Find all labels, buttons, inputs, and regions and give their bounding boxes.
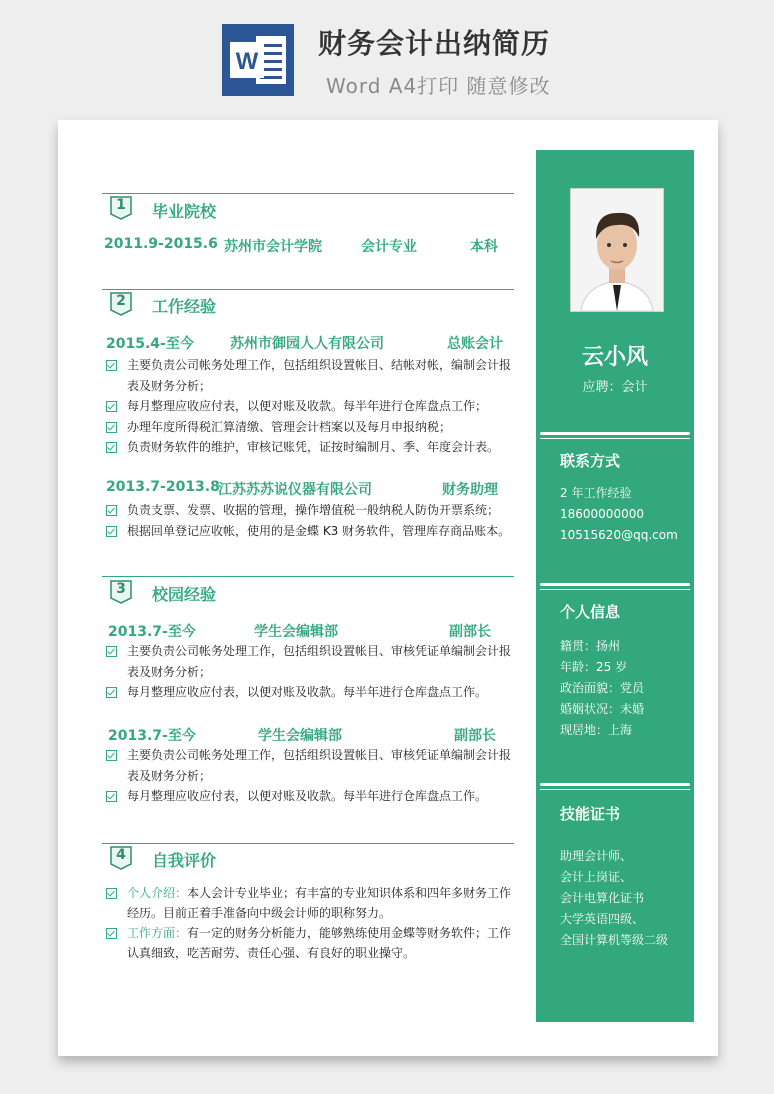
applied-position: 应聘：会计 (582, 380, 648, 395)
personal-item: 籍贯：扬州 (560, 639, 621, 653)
section-number-badge: 3 (110, 580, 132, 604)
word-logo-letter: W (235, 48, 259, 75)
divider (540, 589, 690, 590)
self-eval-list (106, 883, 520, 963)
job-period: 2015.4-至今 (106, 336, 194, 352)
skills-list (560, 846, 668, 951)
list-item (106, 883, 520, 923)
section-number-badge: 4 (110, 846, 132, 870)
personal-heading: 个人信息 (560, 603, 621, 621)
divider (540, 583, 690, 586)
campus-period: 2013.7-至今 (108, 728, 196, 744)
personal-item: 政治面貌：党员 (560, 681, 645, 695)
job-company: 苏州市御园人人有限公司 (230, 336, 384, 352)
list-item: 办理年度所得税汇算清缴、管理会计档案以及每月申报纳税； (106, 417, 518, 438)
profile-photo (570, 188, 664, 312)
section-rule (102, 576, 514, 577)
section-rule (102, 193, 514, 194)
self-eval-heading: 自我评价 (152, 851, 217, 870)
job-company: 江苏苏苏说仪器有限公司 (218, 482, 372, 498)
checkbox-icon (106, 888, 117, 899)
job-duties (106, 355, 518, 458)
checkbox-icon (106, 928, 117, 939)
job-role: 总账会计 (447, 336, 503, 352)
skill-item: 全国计算机等级二级 (560, 933, 669, 947)
checkbox-icon (106, 360, 117, 371)
campus-org: 学生会编辑部 (258, 728, 342, 744)
list-item: 负责支票、发票、收据的管理，操作增值税一般纳税人防伪开票系统； (106, 500, 518, 521)
word-icon (222, 24, 294, 96)
campus-period: 2013.7-至今 (108, 624, 196, 640)
list-item: 主要负责公司帐务处理工作，包括组织设置帐目、审核凭证单编制会计报表及财务分析； (106, 745, 514, 786)
campus-org: 学生会编辑部 (254, 624, 338, 640)
job-duties (106, 500, 518, 541)
checkbox-icon (106, 401, 117, 412)
checkbox-icon (106, 687, 117, 698)
page-title: 财务会计出纳简历 (318, 27, 551, 60)
campus-role: 副部长 (454, 728, 496, 744)
skill-item: 会计电算化证书 (560, 891, 645, 905)
contact-experience: 2 年工作经验 (560, 486, 632, 500)
resume-sidebar (536, 150, 694, 1022)
skill-item: 会计上岗证、 (560, 870, 633, 884)
checkbox-icon (106, 791, 117, 802)
section-rule (102, 289, 514, 290)
contact-phone: 18600000000 (560, 507, 644, 521)
checkbox-icon (106, 646, 117, 657)
checkbox-icon (106, 750, 117, 761)
contact-email: 10515620@qq.com (560, 528, 678, 542)
list-item: 每月整理应收应付表，以便对账及收款。每半年进行仓库盘点工作； (106, 396, 518, 417)
list-item: 主要负责公司帐务处理工作，包括组织设置帐目、审核凭证单编制会计报表及财务分析； (106, 641, 514, 682)
contact-list (560, 483, 678, 546)
section-number-badge: 2 (110, 292, 132, 316)
checkbox-icon (106, 505, 117, 516)
personal-item: 年龄：25 岁 (560, 660, 628, 674)
checkbox-icon (106, 442, 117, 453)
job-role: 财务助理 (442, 482, 498, 498)
candidate-name: 云小风 (581, 345, 648, 370)
list-item: 主要负责公司帐务处理工作，包括组织设置帐目、结帐对帐，编制会计报表及财务分析； (106, 355, 518, 396)
list-item: 根据回单登记应收帐，使用的是金蝶 K3 财务软件，管理库存商品账本。 (106, 521, 518, 542)
list-item: 每月整理应收应付表，以便对账及收款。每半年进行仓库盘点工作。 (106, 786, 514, 807)
divider (540, 789, 690, 790)
self-eval-label: 工作方面： (127, 926, 188, 940)
contact-heading: 联系方式 (560, 452, 621, 470)
list-item: 每月整理应收应付表，以便对账及收款。每半年进行仓库盘点工作。 (106, 682, 514, 703)
personal-list (560, 636, 644, 741)
education-degree: 本科 (470, 239, 498, 255)
education-major: 会计专业 (361, 239, 417, 255)
skill-item: 大学英语四级、 (560, 912, 645, 926)
work-heading: 工作经验 (152, 297, 217, 316)
personal-item: 婚姻状况：未婚 (560, 702, 645, 716)
job-period: 2013.7-2013.8 (106, 479, 220, 495)
education-heading: 毕业院校 (152, 202, 217, 221)
campus-duties (106, 745, 514, 807)
campus-role: 副部长 (449, 624, 491, 640)
campus-duties (106, 641, 514, 703)
checkbox-icon (106, 526, 117, 537)
self-eval-label: 个人介绍： (127, 886, 188, 900)
page-header (0, 0, 774, 112)
section-number-badge: 1 (110, 196, 132, 220)
divider (540, 438, 690, 439)
section-rule (102, 843, 514, 844)
self-eval-text: 有一定的财务分析能力，能够熟练使用金蝶等财务软件；工作认真细致，吃苦耐劳、责任心强、有良好的职业操守。 (127, 926, 512, 960)
education-school: 苏州市会计学院 (224, 239, 322, 255)
divider (540, 783, 690, 786)
page-subtitle: Word A4打印 随意修改 (326, 74, 551, 98)
list-item (106, 923, 520, 963)
skills-heading: 技能证书 (560, 805, 621, 823)
self-eval-text: 本人会计专业毕业；有丰富的专业知识体系和四年多财务工作经历。目前正着手准备向中级会计师的职称努力。 (127, 886, 512, 920)
skill-item: 助理会计师、 (560, 849, 633, 863)
divider (540, 432, 690, 435)
education-period: 2011.9-2015.6 (104, 236, 218, 252)
campus-heading: 校园经验 (152, 585, 217, 604)
checkbox-icon (106, 422, 117, 433)
personal-item: 现居地：上海 (560, 723, 633, 737)
list-item: 负责财务软件的维护，审核记账凭，证按时编制月、季、年度会计表。 (106, 437, 518, 458)
